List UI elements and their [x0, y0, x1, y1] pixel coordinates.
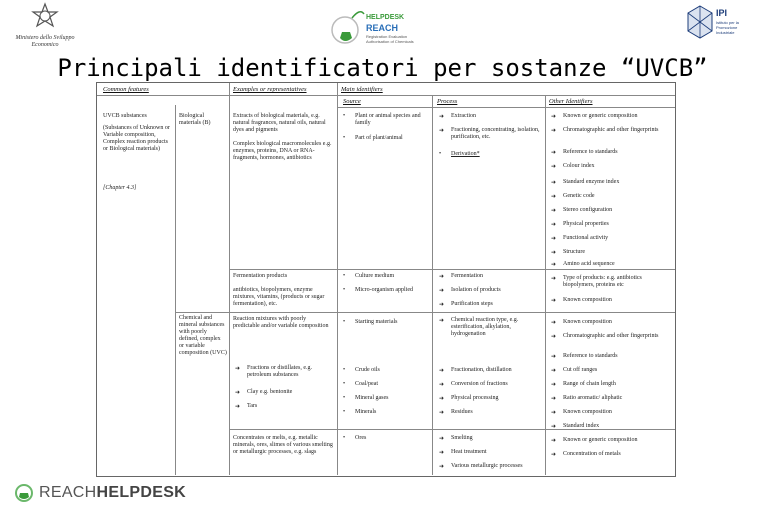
ministry-caption: Ministero dello Sviluppo Economico: [15, 35, 75, 48]
other-item: Physical properties: [563, 221, 609, 227]
uvcb-desc: (Substances of Unknown or Variable composition, Complex reaction products or Biological materials): [103, 125, 170, 152]
col-divider-4: [432, 95, 433, 475]
process-item: Fermentation: [451, 273, 483, 279]
bullet-icon: •: [343, 409, 346, 415]
arrow-icon: ➜: [439, 274, 445, 280]
footer-brand-left: REACH: [39, 484, 97, 501]
other-item: Chromatographic and other fingerprints: [563, 127, 659, 133]
arrow-icon: ➜: [551, 276, 557, 282]
other-item: Ratio aromatic/ aliphatic: [563, 395, 623, 401]
arrow-icon: ➜: [551, 128, 557, 134]
arrow-icon: ➜: [551, 438, 557, 444]
arrow-icon: ➜: [439, 464, 445, 470]
example-item: Tars: [247, 403, 258, 409]
source-item: Starting materials: [355, 319, 398, 325]
arrow-icon: ➜: [235, 390, 241, 396]
footer-brand-right: HELPDESK: [96, 484, 187, 501]
other-item: Known composition: [563, 319, 612, 325]
page-title: Principali identificatori per sostanze “UVCB”: [57, 54, 708, 82]
arrow-icon: ➜: [439, 128, 445, 134]
helpdesk-top-label: HELPDESK: [366, 14, 405, 21]
header-source: Source: [343, 98, 361, 105]
arrow-icon: ➜: [235, 404, 241, 410]
other-item: Concentration of metals: [563, 451, 621, 457]
arrow-icon: ➜: [551, 298, 557, 304]
reach-helpdesk-logo: [330, 4, 420, 50]
source-item: Mineral gases: [355, 395, 389, 401]
col-divider-5: [545, 95, 546, 475]
bullet-icon: •: [343, 381, 346, 387]
bullet-icon: •: [343, 287, 346, 293]
process-item: Derivation*: [451, 151, 480, 157]
source-item: Crude oils: [355, 367, 380, 373]
example-item: Reaction mixtures with poorly predictable and/or variable composition: [233, 316, 329, 329]
process-item: Conversion of fractions: [451, 381, 508, 387]
row-divider-2: [175, 312, 675, 313]
arrow-icon: ➜: [439, 368, 445, 374]
header-main: Main identifiers: [341, 86, 383, 93]
arrow-icon: ➜: [439, 396, 445, 402]
arrow-icon: ➜: [551, 410, 557, 416]
header-common: Common features: [103, 86, 149, 93]
process-item: Physical processing: [451, 395, 499, 401]
arrow-icon: ➜: [235, 366, 241, 372]
arrow-icon: ➜: [439, 288, 445, 294]
subheader-divider: [337, 107, 675, 108]
process-item: Chemical reaction type, e.g. esterification, alkylation, hydrogenation: [451, 317, 519, 337]
example-item: Concentrates or melts, e.g. metallic minerals, ores, slimes of various smelting or metallurgic processes, e.g. slags: [233, 435, 333, 455]
process-item: Purification steps: [451, 301, 493, 307]
other-item: Amino acid sequence: [563, 261, 615, 267]
arrow-icon: ➜: [551, 368, 557, 374]
reach-label: REACH: [366, 23, 399, 33]
other-item: Cut off ranges: [563, 367, 598, 373]
arrow-icon: ➜: [551, 396, 557, 402]
uvcb-table: [96, 82, 676, 477]
other-item: Known composition: [563, 297, 612, 303]
col-divider-1: [175, 105, 176, 475]
process-item: Residues: [451, 409, 473, 415]
emblem-icon: [31, 2, 59, 30]
other-item: Structure: [563, 249, 585, 255]
arrow-icon: ➜: [551, 354, 557, 360]
arrow-icon: ➜: [439, 410, 445, 416]
arrow-icon: ➜: [439, 318, 445, 324]
footer-reach-helpdesk-logo: [14, 483, 186, 503]
source-item: Coal/peat: [355, 381, 378, 387]
other-item: Stereo configuration: [563, 207, 613, 213]
col-divider-2: [229, 83, 230, 475]
flask-icon: [330, 4, 366, 48]
other-item: Reference to standards: [563, 149, 618, 155]
ipi-logo: [686, 4, 758, 48]
other-item: Known or generic composition: [563, 113, 638, 119]
header-examples: Examples or representatives: [233, 86, 307, 93]
header-process: Process: [437, 98, 458, 105]
other-item: Range of chain length: [563, 381, 616, 387]
bullet-icon: •: [439, 151, 442, 157]
ipi-label: IPI: [716, 8, 728, 18]
other-item: Chromatographic and other fingerprints: [563, 333, 659, 339]
process-item: Isolation of products: [451, 287, 501, 293]
process-item: Various metallurgic processes: [451, 463, 523, 469]
uvcb-chapter: [Chapter 4.3]: [103, 185, 137, 191]
other-item: Genetic code: [563, 193, 595, 199]
process-item: Fractioning, concentrating, isolation, purification, etc.: [451, 127, 540, 140]
cube-icon: [686, 4, 714, 42]
bullet-icon: •: [343, 395, 346, 401]
chem-label: Chemical and mineral substances with poorly defined, complex or variable composition (UVC): [179, 315, 227, 356]
bullet-icon: •: [343, 273, 346, 279]
example-item: Complex biological macromolecules e.g. enzymes, proteins, DNA or RNA-fragments, hormones, antibiotics: [233, 141, 332, 161]
example-item: Fractions or distillates, e.g. petroleum substances: [247, 365, 312, 378]
process-item: Heat treatment: [451, 449, 487, 455]
other-item: Type of products: e.g. antibiotics biopolymers, proteins etc: [563, 275, 642, 288]
header-divider: [97, 95, 675, 96]
arrow-icon: ➜: [439, 436, 445, 442]
source-item: Part of plant/animal: [355, 135, 403, 141]
col-divider-3: [337, 83, 338, 475]
other-item: Standard enzyme index: [563, 179, 620, 185]
arrow-icon: ➜: [551, 262, 557, 268]
example-item: Extracts of biological materials, e.g. natural fragrances, natural oils, natural dyes and pigments: [233, 113, 326, 133]
arrow-icon: ➜: [551, 164, 557, 170]
arrow-icon: ➜: [439, 302, 445, 308]
source-item: Micro-organism applied: [355, 287, 414, 293]
other-item: Colour index: [563, 163, 595, 169]
other-item: Known composition: [563, 409, 612, 415]
other-item: Reference to standards: [563, 353, 618, 359]
arrow-icon: ➜: [551, 194, 557, 200]
other-item: Known or generic composition: [563, 437, 638, 443]
arrow-icon: ➜: [551, 222, 557, 228]
example-item: Fermentation products: [233, 273, 288, 279]
ipi-subtitle: Istituto per la Promozione Industriale: [716, 20, 739, 35]
bullet-icon: •: [343, 435, 346, 441]
bullet-icon: •: [343, 113, 346, 119]
arrow-icon: ➜: [551, 320, 557, 326]
source-item: Culture medium: [355, 273, 395, 279]
other-item: Standard index: [563, 423, 600, 429]
arrow-icon: ➜: [551, 382, 557, 388]
row-divider-1: [229, 269, 675, 270]
arrow-icon: ➜: [551, 424, 557, 430]
reach-subtitle: Registration Evaluation Authorisation of Chemicals: [366, 34, 414, 44]
arrow-icon: ➜: [551, 250, 557, 256]
uvcb-title: UVCB substances: [103, 113, 147, 119]
source-item: Plant or animal species and family: [355, 113, 421, 126]
arrow-icon: ➜: [439, 114, 445, 120]
bullet-icon: •: [343, 367, 346, 373]
arrow-icon: ➜: [439, 450, 445, 456]
arrow-icon: ➜: [551, 180, 557, 186]
process-item: Smelting: [451, 435, 473, 441]
reach-circle-icon: [14, 483, 36, 503]
header-other: Other Identifiers: [549, 98, 593, 105]
arrow-icon: ➜: [551, 150, 557, 156]
ministry-logo: [14, 2, 76, 50]
other-item: Functional activity: [563, 235, 609, 241]
bullet-icon: •: [343, 319, 346, 325]
process-item: Extraction: [451, 113, 476, 119]
bullet-icon: •: [343, 135, 346, 141]
example-item: antibiotics, biopolymers, enzyme mixtures, vitamins, (products or sugar fermentation), etc.: [233, 287, 325, 307]
process-item: Fractionation, distillation: [451, 367, 512, 373]
arrow-icon: ➜: [551, 334, 557, 340]
arrow-icon: ➜: [551, 452, 557, 458]
arrow-icon: ➜: [551, 208, 557, 214]
bio-label: Biological materials (B): [179, 113, 211, 126]
arrow-icon: ➜: [439, 382, 445, 388]
arrow-icon: ➜: [551, 236, 557, 242]
arrow-icon: ➜: [551, 114, 557, 120]
source-item: Minerals: [355, 409, 377, 415]
example-item: Clay e.g. bentonite: [247, 389, 293, 395]
source-item: Ores: [355, 435, 367, 441]
